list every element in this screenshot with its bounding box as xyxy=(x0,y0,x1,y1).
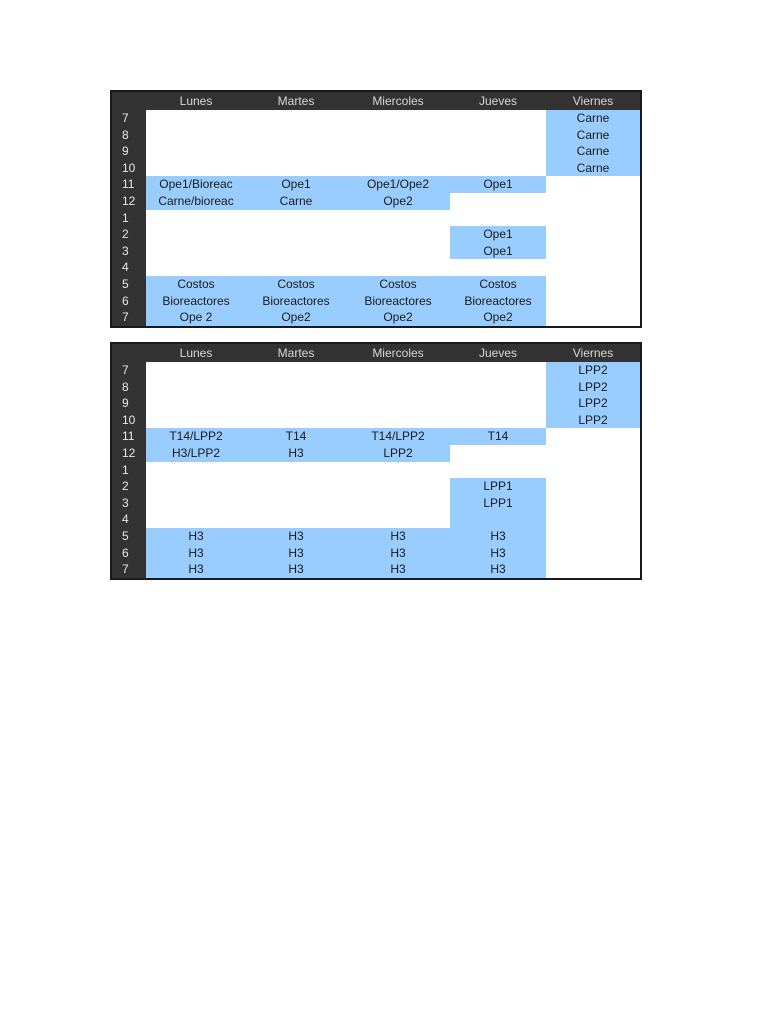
schedule-cell xyxy=(450,127,546,144)
schedule-cell: LPP2 xyxy=(346,445,450,462)
schedule-cell xyxy=(346,362,450,379)
day-header: Lunes xyxy=(179,346,213,360)
schedule-cell: Bioreactores xyxy=(146,293,246,310)
schedule-cell xyxy=(346,462,450,479)
hour-label: 6 xyxy=(122,545,129,560)
schedule-cell xyxy=(346,160,450,177)
schedule-cell: H3 xyxy=(246,561,346,578)
schedule-cell: Ope 2 xyxy=(146,309,246,326)
hour-label: 11 xyxy=(122,177,135,192)
schedule-cell xyxy=(346,226,450,243)
schedule-cell xyxy=(546,193,640,210)
hour-label: 5 xyxy=(122,529,129,543)
schedule-cell xyxy=(246,127,346,144)
schedule-cell xyxy=(546,495,640,512)
schedule-cell xyxy=(450,379,546,396)
schedule-cell xyxy=(146,110,246,127)
schedule-cell xyxy=(246,226,346,243)
schedule-cell: H3 xyxy=(346,561,450,578)
schedule-cell xyxy=(450,511,546,528)
schedule-cell xyxy=(246,495,346,512)
schedule-cell: H3 xyxy=(246,545,346,562)
schedule-cell xyxy=(450,143,546,160)
schedule-cell: Carne xyxy=(546,160,640,177)
schedule-cell xyxy=(546,309,640,326)
schedule-cell xyxy=(450,445,546,462)
hour-label: 4 xyxy=(122,260,129,275)
schedule-cell xyxy=(146,362,246,379)
schedule-cell xyxy=(346,511,450,528)
schedule-cell xyxy=(346,143,450,160)
schedule-cell: Ope2 xyxy=(346,309,450,326)
hour-label: 7 xyxy=(122,310,129,325)
hour-label: 8 xyxy=(122,379,129,394)
day-header: Jueves xyxy=(478,346,518,360)
hour-label: 3 xyxy=(122,495,129,510)
schedule-cell xyxy=(546,226,640,243)
schedule-cell xyxy=(346,478,450,495)
hour-column xyxy=(112,362,146,578)
schedule-cell xyxy=(546,276,640,293)
schedule-cell: Carne xyxy=(546,110,640,127)
schedule-cell: H3 xyxy=(450,545,546,562)
hour-label: 2 xyxy=(122,227,129,242)
schedule-cell xyxy=(346,210,450,227)
day-header: Miercoles xyxy=(372,94,424,108)
schedule-cell: H3 xyxy=(346,545,450,562)
schedule-cell xyxy=(246,511,346,528)
hour-label: 7 xyxy=(122,111,129,125)
schedule-cell xyxy=(146,143,246,160)
schedule-cell: H3 xyxy=(146,545,246,562)
schedule-cell: Costos xyxy=(146,276,246,293)
day-header: Miercoles xyxy=(372,346,424,360)
schedule-cell: LPP2 xyxy=(546,379,640,396)
schedule-cell xyxy=(146,160,246,177)
schedule-cell xyxy=(246,362,346,379)
schedule-cell: Ope1 xyxy=(246,176,346,193)
hour-label: 8 xyxy=(122,127,129,142)
schedule-cell xyxy=(146,495,246,512)
schedule-cell xyxy=(146,379,246,396)
schedule-cell: Carne xyxy=(546,143,640,160)
schedule-cell xyxy=(450,395,546,412)
schedule-cell: Ope1/Bioreac xyxy=(146,176,246,193)
schedule-cell xyxy=(546,445,640,462)
schedule-cell: LPP2 xyxy=(546,412,640,429)
day-header-row xyxy=(112,92,640,110)
schedule-cell xyxy=(246,243,346,260)
schedule-cell xyxy=(450,412,546,429)
schedule-cell: T14 xyxy=(246,428,346,445)
schedule-cell xyxy=(346,127,450,144)
schedule-cell: H3 xyxy=(146,528,246,545)
hour-label: 10 xyxy=(122,412,136,427)
schedule-cell xyxy=(546,561,640,578)
schedule-cell: H3 xyxy=(246,528,346,545)
day-header-row xyxy=(112,344,640,362)
schedule-cell: Ope1 xyxy=(450,176,546,193)
day-header: Martes xyxy=(277,94,315,108)
schedule-table-2 xyxy=(110,342,642,580)
schedule-cell xyxy=(246,110,346,127)
schedule-cell: Bioreactores xyxy=(246,293,346,310)
schedule-cell: LPP2 xyxy=(546,395,640,412)
day-header: Viernes xyxy=(572,94,614,108)
schedule-cell xyxy=(246,259,346,276)
schedule-cell xyxy=(450,160,546,177)
hour-label: 10 xyxy=(122,160,136,175)
hour-column xyxy=(112,110,146,326)
schedule-cell: LPP1 xyxy=(450,495,546,512)
hour-label: 6 xyxy=(122,293,129,308)
schedule-cell: Carne/bioreac xyxy=(146,193,246,210)
schedule-cell xyxy=(146,412,246,429)
schedule-cell xyxy=(146,226,246,243)
schedule-cell xyxy=(346,243,450,260)
schedule-cell: T14 xyxy=(450,428,546,445)
schedule-cell xyxy=(146,127,246,144)
schedule-cell: Ope2 xyxy=(346,193,450,210)
schedule-cell: Ope1/Ope2 xyxy=(346,176,450,193)
hour-label: 1 xyxy=(122,210,129,225)
schedule-cell xyxy=(546,462,640,479)
schedule-cell xyxy=(246,412,346,429)
schedule-cell: Bioreactores xyxy=(450,293,546,310)
hour-label: 7 xyxy=(122,363,129,377)
schedule-cell xyxy=(450,259,546,276)
schedule-cell: LPP1 xyxy=(450,478,546,495)
day-header: Jueves xyxy=(478,94,518,108)
schedule-cell xyxy=(346,259,450,276)
schedule-cell xyxy=(546,511,640,528)
schedule-cell: Ope1 xyxy=(450,226,546,243)
schedule-cell: H3 xyxy=(146,561,246,578)
hour-label: 7 xyxy=(122,562,129,577)
hour-label: 12 xyxy=(122,446,136,460)
schedule-cell xyxy=(146,511,246,528)
schedule-cell: Carne xyxy=(246,193,346,210)
hour-label: 9 xyxy=(122,144,129,159)
schedule-cell xyxy=(546,243,640,260)
schedule-cell xyxy=(546,545,640,562)
schedule-cell xyxy=(346,379,450,396)
schedule-cell xyxy=(346,412,450,429)
schedule-cell: LPP2 xyxy=(546,362,640,379)
schedule-cell xyxy=(546,528,640,545)
schedule-cell: T14/LPP2 xyxy=(146,428,246,445)
schedule-cell: Costos xyxy=(450,276,546,293)
schedule-cell xyxy=(450,362,546,379)
schedule-cell: H3 xyxy=(450,561,546,578)
hour-label: 1 xyxy=(122,462,129,477)
day-header: Lunes xyxy=(179,94,213,108)
schedule-cell xyxy=(546,293,640,310)
schedule-cell xyxy=(246,143,346,160)
schedule-cell xyxy=(146,210,246,227)
schedule-cell xyxy=(450,210,546,227)
schedule-cell: T14/LPP2 xyxy=(346,428,450,445)
day-header: Martes xyxy=(277,346,315,360)
schedule-cell: Ope2 xyxy=(450,309,546,326)
schedule-cell xyxy=(450,110,546,127)
schedule-cell xyxy=(246,210,346,227)
hour-label: 2 xyxy=(122,479,129,494)
schedule-cell: H3/LPP2 xyxy=(146,445,246,462)
schedule-cell xyxy=(246,160,346,177)
schedule-cell: Carne xyxy=(546,127,640,144)
schedule-cell: H3 xyxy=(450,528,546,545)
schedule-cell xyxy=(146,259,246,276)
hour-label: 5 xyxy=(122,277,129,291)
schedule-cell: H3 xyxy=(346,528,450,545)
hour-label: 9 xyxy=(122,396,129,411)
schedule-cell: Costos xyxy=(246,276,346,293)
hour-label: 4 xyxy=(122,512,129,527)
schedule-cell xyxy=(246,395,346,412)
schedule-cell xyxy=(246,462,346,479)
schedule-cell xyxy=(546,176,640,193)
schedule-cell xyxy=(346,110,450,127)
schedule-cell: Bioreactores xyxy=(346,293,450,310)
schedule-cell xyxy=(146,478,246,495)
schedule-table-1 xyxy=(110,90,642,328)
schedule-cell xyxy=(450,462,546,479)
schedule-cell xyxy=(546,210,640,227)
schedule-cell xyxy=(546,259,640,276)
day-header: Viernes xyxy=(572,346,614,360)
schedule-cell xyxy=(546,478,640,495)
schedule-cell xyxy=(146,243,246,260)
hour-label: 12 xyxy=(122,194,136,208)
schedule-cell: Ope2 xyxy=(246,309,346,326)
schedule-cell: Ope1 xyxy=(450,243,546,260)
schedule-cell: Costos xyxy=(346,276,450,293)
schedule-cell xyxy=(346,395,450,412)
schedule-cell xyxy=(450,193,546,210)
schedule-cell xyxy=(246,379,346,396)
schedule-cell xyxy=(246,478,346,495)
schedule-cell xyxy=(146,395,246,412)
schedule-cell xyxy=(346,495,450,512)
schedule-cell: H3 xyxy=(246,445,346,462)
hour-label: 11 xyxy=(122,429,135,444)
hour-label: 3 xyxy=(122,243,129,258)
schedule-cell xyxy=(146,462,246,479)
schedule-cell xyxy=(546,428,640,445)
